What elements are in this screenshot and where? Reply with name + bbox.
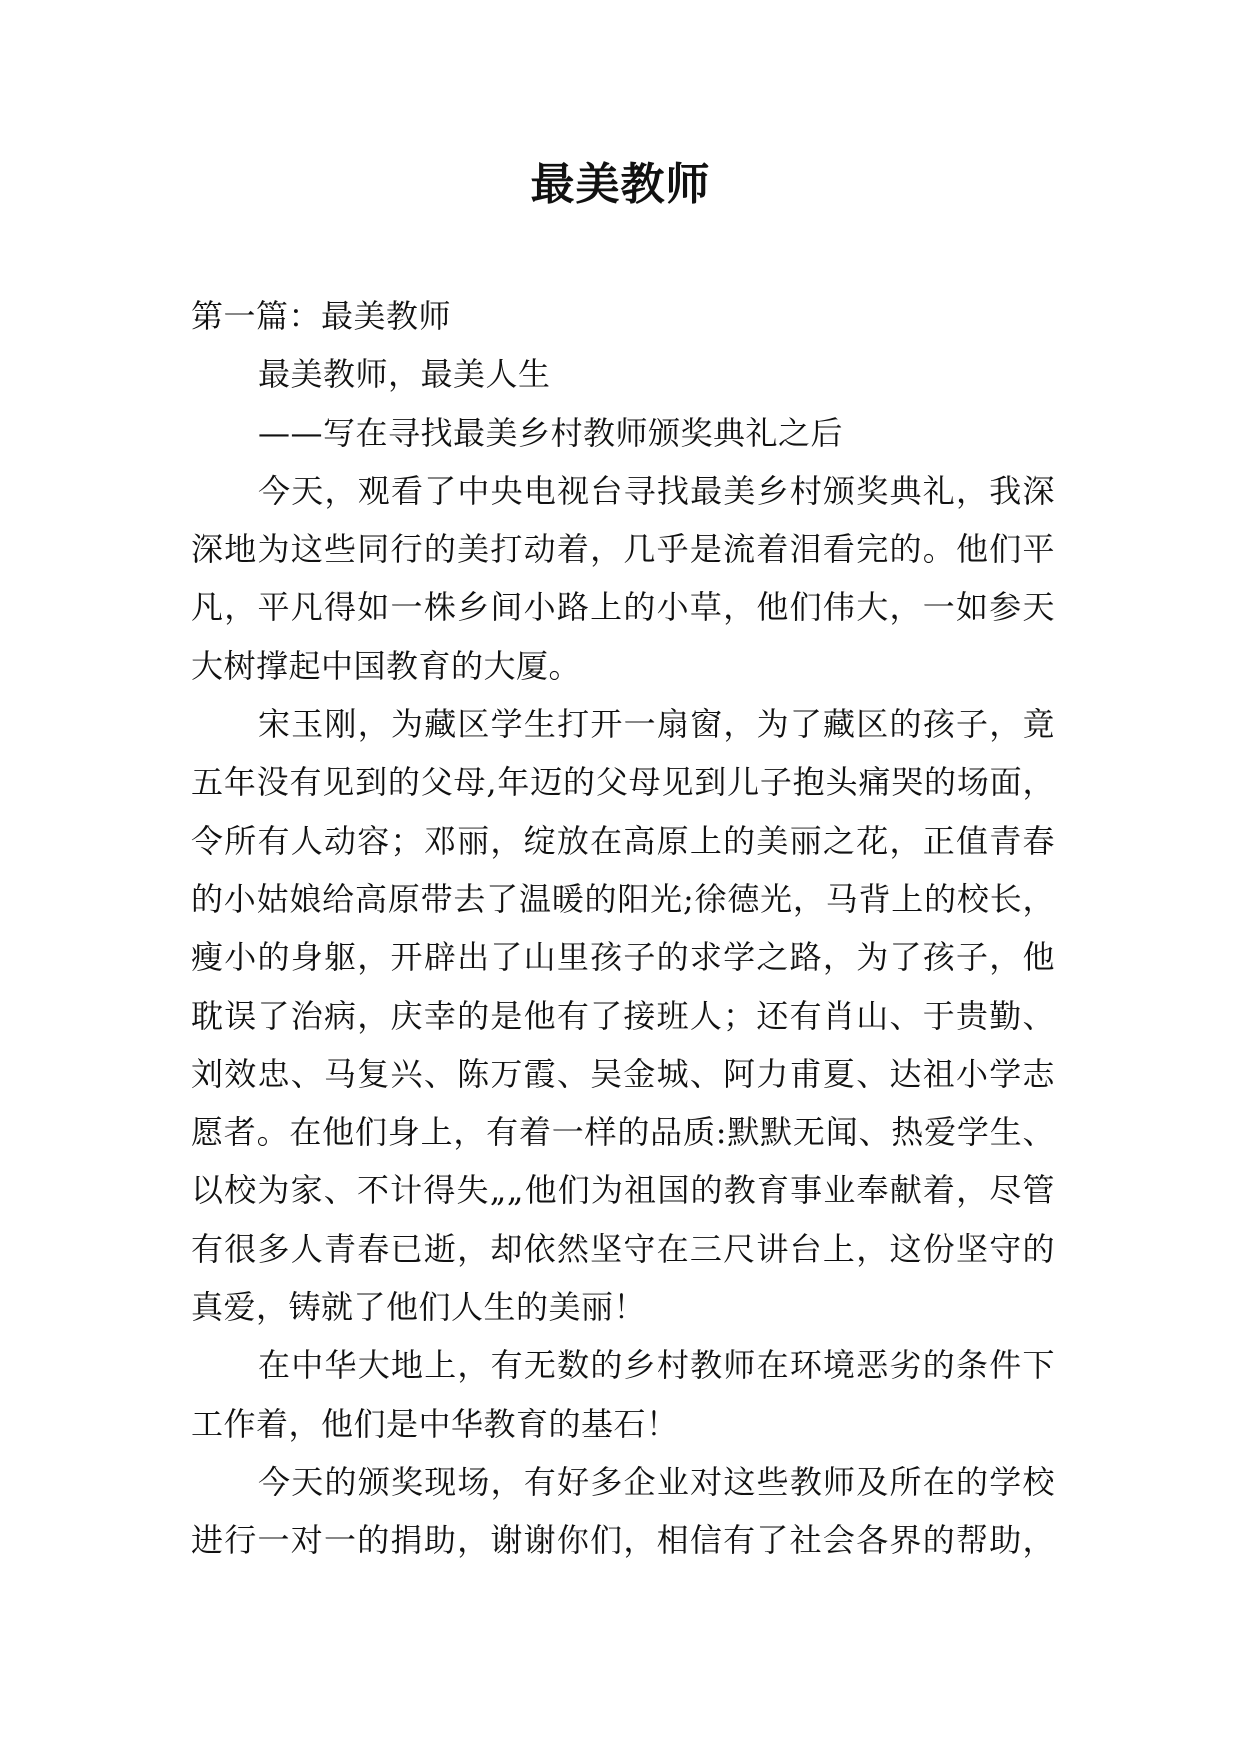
document-body <box>191 287 1055 1570</box>
document-title: 最美教师 <box>530 159 711 210</box>
text-line: 有很多人青春已逝，却依然坚守在三尺讲台上，这份坚守的 <box>191 1229 1055 1268</box>
text-line: 今天的颁奖现场，有好多企业对这些教师及所在的学校 <box>258 1462 1055 1501</box>
text-line: 在中华大地上，有无数的乡村教师在环境恶劣的条件下 <box>258 1346 1055 1385</box>
paragraph <box>191 1453 1055 1570</box>
text-line: 真爱，铸就了他们人生的美丽！ <box>191 1288 647 1327</box>
article-subtitle-note: ——写在寻找最美乡村教师颁奖典礼之后 <box>258 413 844 452</box>
article-subtitle: 最美教师，最美人生 <box>258 355 551 394</box>
text-line: 以校为家、不计得失„„他们为祖国的教育事业奉献着，尽管 <box>191 1171 1055 1210</box>
text-line: 愿者。在他们身上，有着一样的品质:默默无闻、热爱学生、 <box>191 1113 1055 1152</box>
text-line: 的小姑娘给高原带去了温暖的阳光;徐德光，马背上的校长， <box>191 879 1055 918</box>
paragraph <box>191 1336 1055 1453</box>
text-line: 宋玉刚，为藏区学生打开一扇窗，为了藏区的孩子，竟 <box>258 705 1055 744</box>
text-line: 今天，观看了中央电视台寻找最美乡村颁奖典礼，我深 <box>258 471 1055 510</box>
text-line: 深地为这些同行的美打动着，几乎是流着泪看完的。他们平 <box>191 530 1055 569</box>
text-line: 工作着，他们是中华教育的基石！ <box>191 1404 679 1443</box>
text-line: 凡，平凡得如一株乡间小路上的小草，他们伟大，一如参天 <box>191 588 1055 627</box>
text-line: 刘效忠、马复兴、陈万霞、吴金城、阿力甫夏、达祖小学志 <box>191 1054 1055 1093</box>
text-line: 耽误了治病，庆幸的是他有了接班人；还有肖山、于贵勤、 <box>191 996 1055 1035</box>
text-line: 进行一对一的捐助，谢谢你们，相信有了社会各界的帮助， <box>191 1521 1055 1560</box>
paragraph <box>191 462 1055 695</box>
text-line: 令所有人动容；邓丽，绽放在高原上的美丽之花，正值青春 <box>191 821 1055 860</box>
section-heading: 第一篇：最美教师 <box>191 297 452 335</box>
paragraph-list <box>191 462 1055 1570</box>
paragraph <box>191 695 1055 1336</box>
text-line: 五年没有见到的父母,年迈的父母见到儿子抱头痛哭的场面， <box>191 763 1055 802</box>
text-line: 瘦小的身躯，开辟出了山里孩子的求学之路，为了孩子，他 <box>191 938 1055 977</box>
text-line: 大树撑起中国教育的大厦。 <box>191 646 582 685</box>
